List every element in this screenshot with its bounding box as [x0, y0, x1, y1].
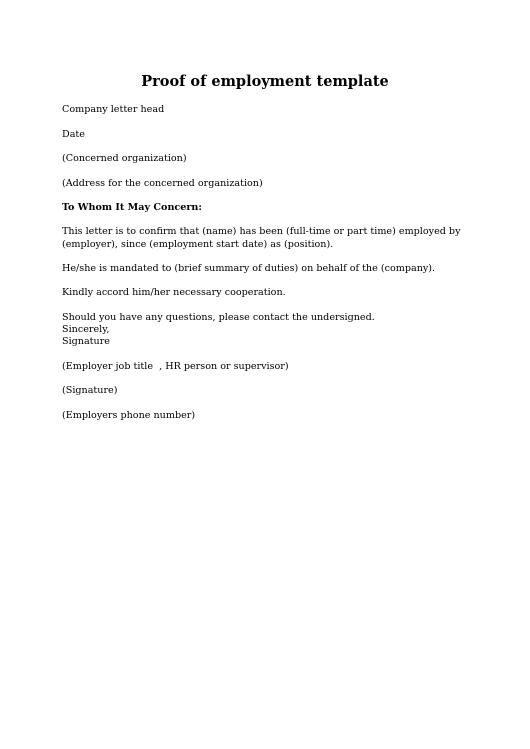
paragraph-confirmation-line-1: This letter is to confirm that (name) has been (full-time or part time) employed by	[62, 226, 461, 237]
closing: Sincerely,	[62, 324, 110, 335]
concerned-organization: (Concerned organization)	[62, 153, 187, 164]
organization-address: (Address for the concerned organization)	[62, 178, 263, 189]
salutation: To Whom It May Concern:	[62, 202, 202, 213]
document-title: Proof of employment template	[141, 73, 389, 90]
employer-job-title: (Employer job title , HR person or supervisor)	[62, 361, 289, 372]
paragraph-questions: Should you have any questions, please contact the undersigned.	[62, 312, 375, 323]
signature-placeholder: (Signature)	[62, 385, 118, 396]
paragraph-confirmation-line-2: (employer), since (employment start date) as (position).	[62, 239, 334, 250]
date-line: Date	[62, 129, 85, 140]
employer-phone: (Employers phone number)	[62, 410, 196, 421]
company-letter-head: Company letter head	[62, 104, 165, 115]
signature-label: Signature	[62, 336, 110, 347]
paragraph-duties: He/she is mandated to (brief summary of duties) on behalf of the (company).	[62, 263, 436, 274]
paragraph-cooperation: Kindly accord him/her necessary cooperation.	[62, 287, 286, 298]
